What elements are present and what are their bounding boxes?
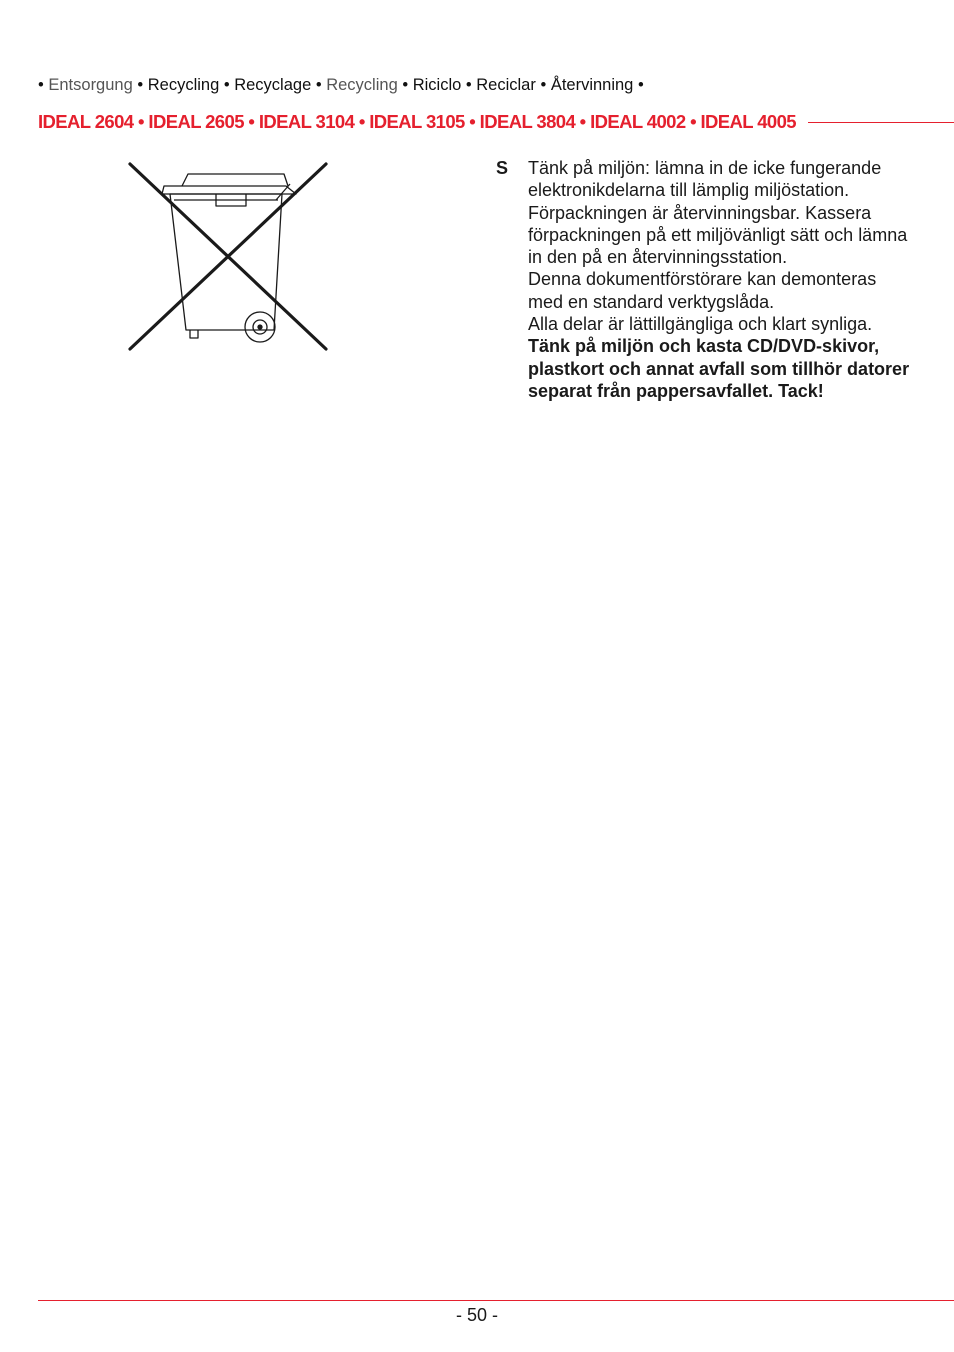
language-label: Recycling xyxy=(326,76,398,94)
model-list: IDEAL 2604 • IDEAL 2605 • IDEAL 3104 • IDEAL 3105 • IDEAL 3804 • IDEAL 4002 • IDEAL 4005 xyxy=(38,111,796,132)
language-label: Recyclage xyxy=(234,76,312,94)
bullet-separator: • xyxy=(311,76,327,94)
language-code: S xyxy=(496,158,509,178)
swedish-section xyxy=(496,157,916,402)
language-label: Riciclo xyxy=(412,76,462,94)
bullet-separator: • xyxy=(219,76,235,94)
bullet-separator: • xyxy=(535,76,551,94)
language-header xyxy=(38,75,644,95)
bullet-separator: • xyxy=(461,76,477,94)
bullet-separator: • xyxy=(397,76,413,94)
page-number: - 50 - xyxy=(455,1305,498,1325)
crossed-out-wheelie-bin-icon xyxy=(126,160,330,354)
bullet-separator: • xyxy=(633,76,644,94)
section-content xyxy=(528,157,916,402)
footer-rule xyxy=(38,1300,954,1301)
language-label: Recycling xyxy=(147,76,220,94)
language-label: Reciclar xyxy=(476,76,536,94)
bullet-separator: • xyxy=(38,76,49,94)
model-line xyxy=(38,111,954,133)
paragraph-dismantle: Denna dokumentförstörare kan demonteras med en standard verktygslåda. xyxy=(528,269,877,312)
language-label: Entsorgung xyxy=(48,76,133,94)
paragraph-environment: Tänk på miljön: lämna in de icke fungerande elektronikdelarna till lämplig miljöstation. Förpackningen är återvinningsbar. Kassera förpackningen på ett miljövänligt sätt och lämna in den på en återvinningsstation. xyxy=(528,158,908,268)
paragraph-accessible: Alla delar är lättillgängliga och klart synliga. xyxy=(528,314,873,335)
header-rule xyxy=(808,122,954,123)
paragraph-cd-dvd-notice: Tänk på miljön och kasta CD/DVD-skivor, plastkort och annat avfall som tillhör datorer separat från pappersavfallet. Tack! xyxy=(528,336,910,401)
language-label: Återvinning xyxy=(550,76,634,94)
bullet-separator: • xyxy=(132,76,148,94)
